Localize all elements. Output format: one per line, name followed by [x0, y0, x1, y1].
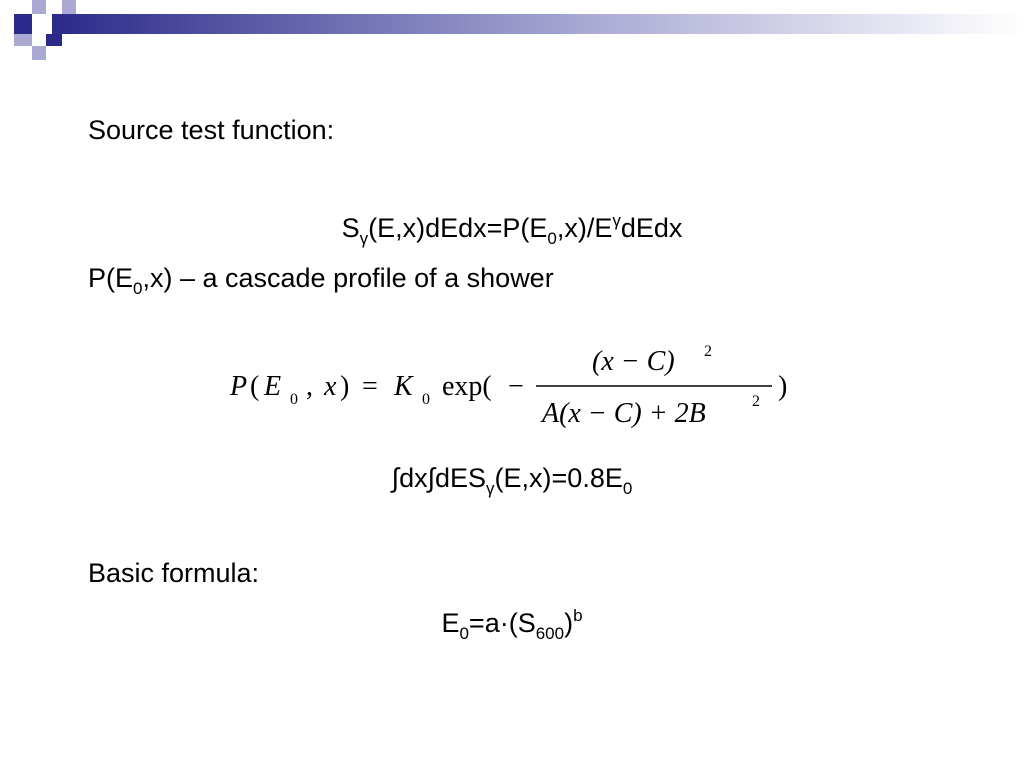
profile-description — [88, 262, 554, 298]
deco-square-light-2 — [62, 0, 76, 14]
integral-end-subscript: 0 — [622, 479, 633, 498]
deco-square-light-3 — [14, 34, 32, 46]
profile-rest: ,x) – a cascade profile of a shower — [142, 263, 554, 293]
integral-gamma-subscript: γ — [486, 479, 495, 498]
basic-e-subscript: 0 — [459, 624, 469, 643]
basic-formula-label: Basic formula: — [88, 558, 260, 588]
eq-exp: exp( — [442, 371, 492, 402]
basic-exponent: b — [573, 606, 583, 625]
eq-denominator-exponent: 2 — [752, 393, 760, 410]
basic-s-subscript: 600 — [535, 624, 565, 643]
header-decoration — [0, 0, 1024, 64]
integral-formula — [0, 462, 1024, 498]
eq-comma: , — [306, 371, 313, 402]
source-formula — [0, 211, 1024, 248]
source-e-superscript: γ — [612, 211, 621, 230]
basic-formula — [0, 606, 1024, 643]
eq-P: P — [230, 371, 248, 402]
eq-final-paren: ) — [778, 371, 788, 402]
eq-x: x — [324, 371, 337, 402]
eq-close-paren: ) — [340, 371, 350, 402]
deco-square-light-4 — [32, 46, 46, 60]
source-end: dEdx — [620, 213, 683, 243]
integral-rest: (E,x)=0.8E — [494, 463, 623, 493]
eq-K-subscript: 0 — [422, 391, 430, 408]
eq-K: K — [394, 371, 413, 402]
eq-numerator-exponent: 2 — [704, 343, 712, 360]
eq-E: E — [264, 371, 282, 402]
eq-E-subscript: 0 — [290, 391, 298, 408]
integral-des: dES — [435, 463, 487, 493]
eq-numerator: (x − C) — [592, 346, 675, 377]
eq-open-paren: ( — [250, 371, 260, 402]
integral-dx: dx — [399, 463, 428, 493]
deco-square-light — [32, 0, 46, 14]
deco-square-dark — [14, 14, 32, 34]
eq-equals: = — [362, 371, 378, 402]
basic-mid: =a·(S — [468, 608, 536, 638]
source-tail: ,x)/E — [556, 213, 613, 243]
source-test-label: Source test function: — [88, 115, 335, 145]
source-mid: (E,x)dEdx=P(E — [368, 213, 548, 243]
source-e-subscript: 0 — [547, 229, 557, 248]
profile-subscript: 0 — [133, 279, 143, 298]
header-gradient-bar — [52, 14, 1024, 34]
deco-square-dark-2 — [46, 34, 62, 46]
basic-e: E — [441, 608, 460, 638]
eq-denominator: A(x − C) + 2B — [542, 398, 706, 429]
profile-equation — [228, 334, 798, 434]
integral-sign-2: ∫ — [427, 463, 435, 493]
integral-sign-1: ∫ — [391, 463, 400, 493]
source-s-subscript: γ — [359, 229, 369, 248]
profile-lead: P(E — [88, 263, 134, 293]
source-s: S — [341, 213, 360, 243]
basic-close: ) — [564, 608, 574, 638]
eq-minus: − — [508, 371, 524, 402]
